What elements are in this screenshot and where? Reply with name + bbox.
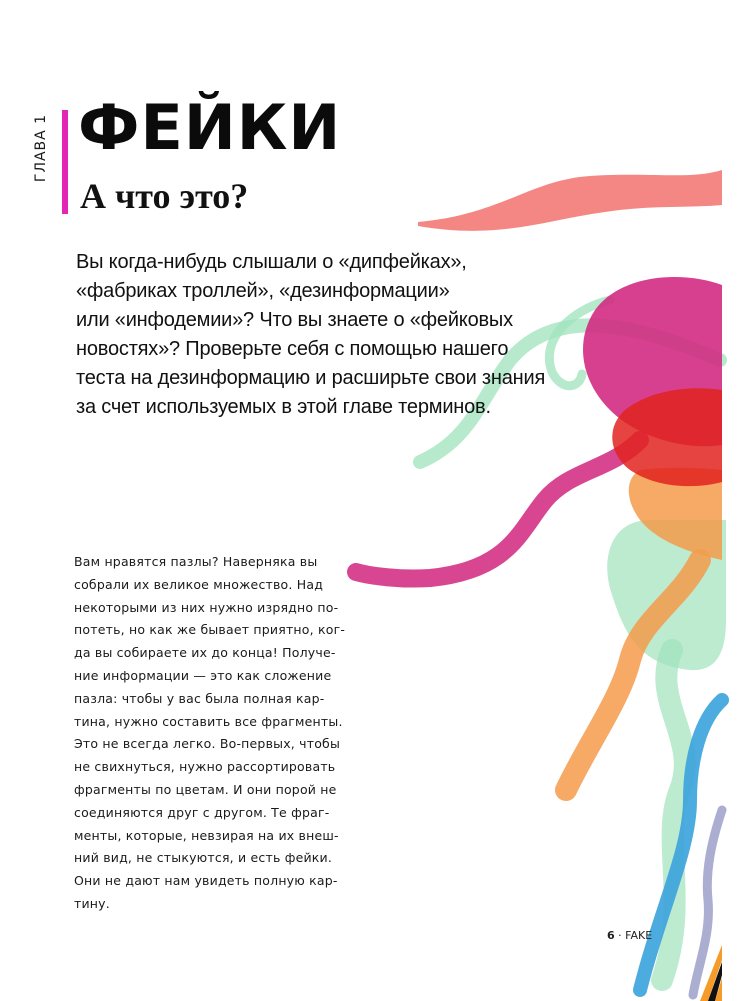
body-line: менты, которые, невзирая на их внеш- [74,827,339,843]
intro-paragraph [76,248,546,422]
intro-line: теста на дезинформацию и расширьте свои знания [76,367,546,389]
body-line: собрали их великое множество. Над [74,576,324,592]
footer-separator: · [618,929,622,942]
body-line: да вы собираете их до конца! Получе- [74,645,336,661]
page-number: 6 [607,929,615,942]
body-line: некоторыми из них нужно изрядно по- [74,599,339,615]
body-line: Вам нравятся пазлы? Наверняка вы [74,554,318,569]
body-paragraph [74,551,354,916]
intro-line: «фабриках троллей», «дезинформации» [76,280,450,302]
book-title: FAKE [625,929,653,942]
body-line: Они не дают нам увидеть полную кар- [74,873,338,889]
chapter-label [30,108,52,188]
intro-line: Вы когда-нибудь слышали о «дипфейках», [76,251,467,273]
page-title: ФЕЙКИ [78,91,342,164]
intro-line: или «инфодемии»? Что вы знаете о «фейковых [76,309,513,331]
body-line: ний вид, не стыкуются, и есть фейки. [74,850,333,866]
body-line: Это не всегда легко. Во-первых, чтобы [74,736,341,752]
accent-bar [62,110,68,214]
body-line: соединяются друг с другом. Те фраг- [74,804,330,820]
body-line: пазла: чтобы у вас была полная кар- [74,690,325,706]
magenta-tentacle [356,440,640,579]
body-line: ние информации — это как сложение [74,667,332,683]
body-line: не свихнуться, нужно рассортировать [74,759,336,775]
intro-line: за счет используемых в этой главе терминов. [76,396,491,418]
chapter-label-text: ГЛАВА 1 [33,113,49,183]
body-line: тина, нужно составить все фрагменты. [74,713,343,729]
intro-line: новостях»? Проверьте себя с помощью нашего [76,338,509,360]
body-line: фрагменты по цветам. И они порой не [74,781,337,797]
salmon-ribbon [418,170,722,231]
body-line: тину. [74,895,110,911]
page-subtitle: А что это? [80,176,249,216]
mint-tentacle-lower [662,650,685,980]
page-footer [607,929,652,942]
body-line: потеть, но как же бывает приятно, ког- [74,622,346,638]
